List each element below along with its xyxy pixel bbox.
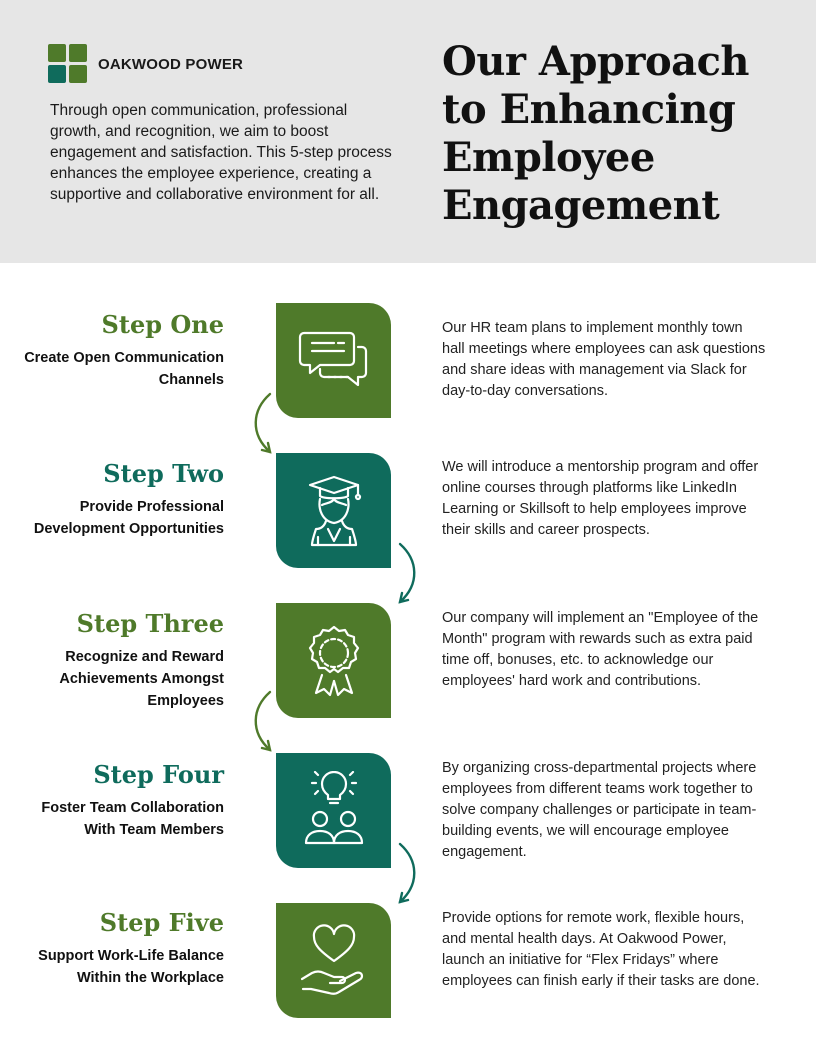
step-three-tile bbox=[276, 603, 391, 718]
curved-arrow-icon bbox=[392, 840, 422, 908]
team-idea-icon bbox=[294, 771, 374, 851]
step-one-tile bbox=[276, 303, 391, 418]
chat-bubbles-icon bbox=[294, 321, 374, 401]
graduate-icon bbox=[294, 471, 374, 551]
logo-mark-icon bbox=[48, 44, 88, 84]
step-two-description: We will introduce a mentorship program and offer online courses through platforms like LinkedIn Learning or Skillsoft to help employees improve their skills and career prospects. bbox=[442, 459, 759, 538]
step-four-subtitle: Foster Team Collaboration With Team Members bbox=[41, 800, 224, 838]
heart-hand-icon bbox=[294, 921, 374, 1001]
brand-name: OAKWOOD POWER bbox=[98, 55, 244, 73]
intro-paragraph: Through open communication, professional growth, and recognition, we aim to boost engagement and satisfaction. This 5-step process enhances the employee experience, creating a supportive and collaborative environment for all. bbox=[50, 102, 392, 203]
step-four-heading: Step Four bbox=[93, 760, 224, 789]
header-band bbox=[0, 0, 816, 263]
step-four-tile bbox=[276, 753, 391, 868]
step-three-heading: Step Three bbox=[76, 609, 224, 638]
step-two-subtitle: Provide Professional Development Opportunities bbox=[33, 499, 224, 537]
step-five-heading: Step Five bbox=[99, 908, 224, 937]
curved-arrow-icon bbox=[248, 390, 278, 458]
step-one-subtitle: Create Open Communication Channels bbox=[24, 350, 224, 388]
curved-arrow-icon bbox=[248, 688, 278, 756]
step-one-heading: Step One bbox=[101, 310, 224, 339]
brand-logo bbox=[48, 44, 243, 84]
award-badge-icon bbox=[294, 621, 374, 701]
step-three-description: Our company will implement an "Employee of the Month" program with rewards such as extra paid time off, bonuses, etc. to acknowledge our employees' hard work and contributions. bbox=[442, 610, 759, 689]
step-two-heading: Step Two bbox=[103, 459, 224, 488]
page-title: Our Approach to Enhancing Employee Engagement bbox=[442, 38, 750, 229]
step-five-description: Provide options for remote work, flexible hours, and mental health days. At Oakwood Power, launch an initiative for “Flex Fridays” where employees can finish early if their tasks are done. bbox=[442, 910, 760, 989]
step-four-description: By organizing cross-departmental projects where employees from different teams work together to solve company challenges or participate in team-building events, we will encourage employee engagement. bbox=[442, 760, 757, 860]
step-five-subtitle: Support Work-Life Balance Within the Workplace bbox=[38, 948, 224, 986]
curved-arrow-icon bbox=[392, 540, 422, 608]
step-one-description: Our HR team plans to implement monthly town hall meetings where employees can ask questions and share ideas with management via Slack for day-to-day conversations. bbox=[442, 320, 766, 399]
step-five-tile bbox=[276, 903, 391, 1018]
step-two-tile bbox=[276, 453, 391, 568]
step-three-subtitle: Recognize and Reward Achievements Amongst Employees bbox=[59, 649, 224, 709]
